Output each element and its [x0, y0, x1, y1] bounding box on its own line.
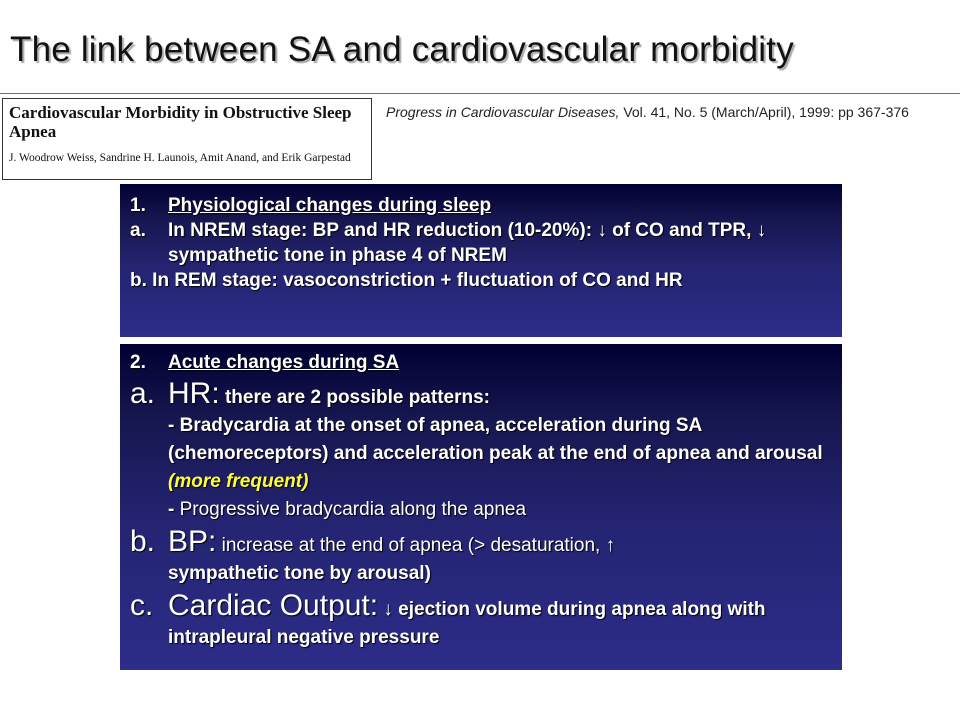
- paper-title: Cardiovascular Morbidity in Obstructive Sleep Apnea: [9, 103, 352, 141]
- list-marker: 2.: [130, 352, 146, 373]
- bp-text-1: increase at the end of apnea (> desaturation, ↑: [216, 535, 616, 556]
- slide-title: The link between SA and cardiovascular morbidity: [10, 30, 794, 69]
- bp-item: [130, 524, 842, 588]
- hr-item: [130, 376, 842, 524]
- nrem-item: [130, 218, 842, 268]
- list-marker: b.: [130, 525, 156, 558]
- hr-pattern-1: - Bradycardia at the onset of apnea, acceleration during SA (chemoreceptors) and acceleration peak at the end of apnea and arousal: [168, 415, 823, 464]
- list-marker: a.: [130, 220, 146, 241]
- section-2-heading: Acute changes during SA: [168, 352, 400, 373]
- title-divider: [0, 93, 960, 94]
- bp-label: BP:: [168, 525, 217, 558]
- section-1-heading-row: [130, 193, 842, 218]
- cardiac-output-item: [130, 588, 842, 652]
- hr-pattern-1-highlight: (more frequent): [168, 471, 309, 492]
- rem-item: b. In REM stage: vasoconstriction + fluctuation of CO and HR: [130, 270, 683, 291]
- hr-label: HR:: [168, 377, 220, 410]
- cardiac-output-text: ↓ ejection volume during apnea along with intrapleural negative pressure: [168, 599, 766, 648]
- hr-pattern-2-dash: -: [168, 499, 180, 520]
- citation: [386, 104, 909, 120]
- bp-text-2: sympathetic tone by arousal): [168, 563, 431, 584]
- citation-journal: Progress in Cardiovascular Diseases,: [386, 104, 620, 120]
- acute-changes-box: [120, 344, 842, 670]
- list-marker: a.: [130, 377, 156, 410]
- section-2-heading-row: [130, 350, 842, 376]
- citation-details: Vol. 41, No. 5 (March/April), 1999: pp 367-376: [619, 104, 909, 120]
- list-marker: c.: [130, 589, 154, 622]
- cardiac-output-label: Cardiac Output:: [168, 589, 379, 622]
- section-1-heading: Physiological changes during sleep: [168, 195, 492, 216]
- list-marker: 1.: [130, 195, 146, 216]
- nrem-text: In NREM stage: BP and HR reduction (10-20%): ↓ of CO and TPR, ↓ sympathetic tone in phase 4 of NREM: [168, 220, 767, 266]
- hr-pattern-2: Progressive bradycardia along the apnea: [179, 499, 527, 520]
- paper-authors: J. Woodrow Weiss, Sandrine H. Launois, Amit Anand, and Erik Garpestad: [9, 152, 351, 164]
- hr-intro: there are 2 possible patterns:: [219, 387, 490, 408]
- physiological-changes-box: [120, 184, 842, 337]
- paper-header-image: [2, 98, 372, 180]
